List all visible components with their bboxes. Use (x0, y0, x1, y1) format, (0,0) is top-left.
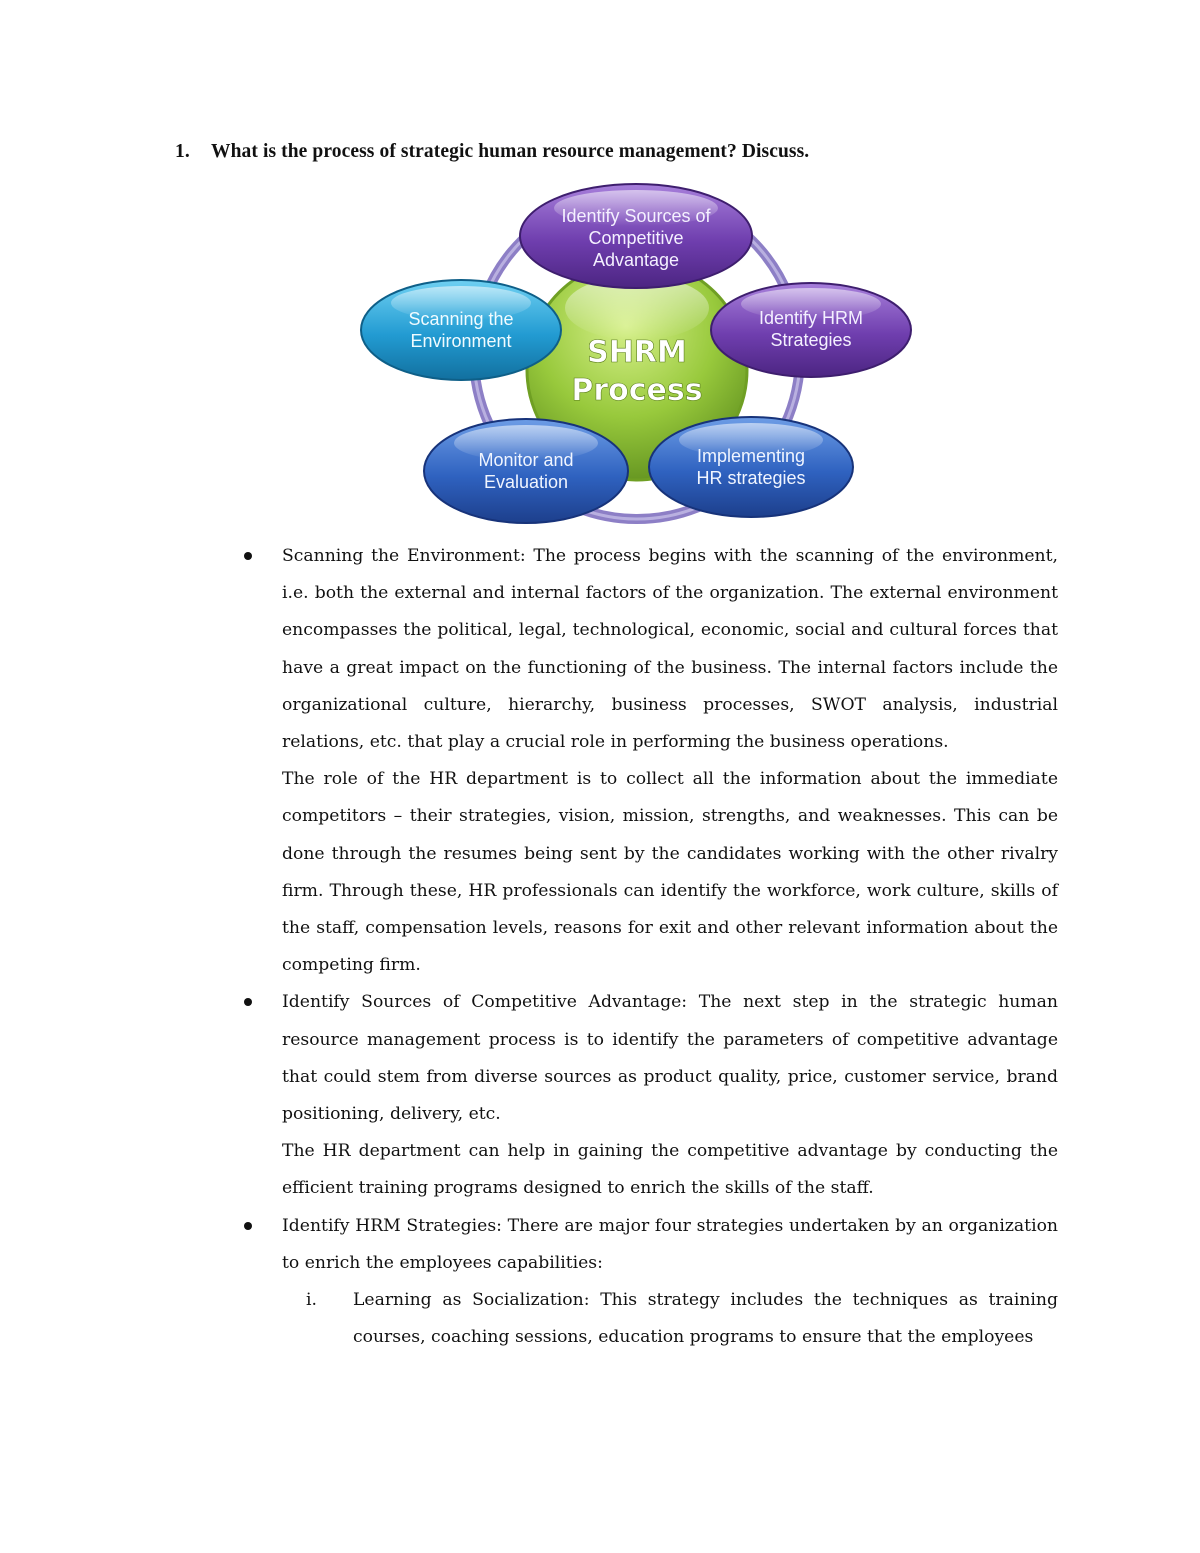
body-text (240, 538, 1058, 1356)
roman-list-item (240, 1282, 1058, 1356)
node-hrm-line1: Identify HRM (758, 308, 864, 328)
center-title-line2: Process (571, 373, 703, 408)
bullet-icon (244, 552, 252, 560)
node-implementing-line1: Implementing (696, 446, 806, 466)
node-hrm-line2: Strategies (770, 330, 852, 350)
node-monitor-evaluation (424, 419, 628, 523)
node-implementing-hr-strategies (649, 417, 853, 517)
node-scanning-line1: Scanning the (408, 309, 514, 329)
node-identify-sources (520, 184, 752, 288)
roman-numeral: i. (306, 1290, 317, 1311)
node-sources-line2: Competitive (588, 228, 684, 248)
node-scanning-line2: Environment (410, 331, 512, 351)
question-number: 1. (175, 141, 190, 162)
scanning-paragraph-2: The role of the HR department is to collect all the information about the immediate competitors – their strategies, vision, mission, strengths, and weaknesses. This can be done through the resumes being sent by the candidates working with the other rivalry firm. Through these, HR professionals can identify the workforce, work culture, skills of the staff, compensation levels, reasons for exit and other relevant information about the competing firm. (282, 769, 1058, 976)
roman-item-text: Learning as Socialization: This strategy includes the techniques as training courses, coaching sessions, education programs to ensure that the employees (353, 1290, 1058, 1348)
list-item (240, 984, 1058, 1133)
node-sources-line3: Advantage (592, 250, 680, 270)
hrm-paragraph: Identify HRM Strategies: There are major four strategies undertaken by an organization to enrich the employees capabilities: (282, 1215, 1058, 1273)
list-item (240, 1208, 1058, 1282)
node-scanning-environment (361, 280, 561, 380)
node-identify-hrm-strategies (711, 283, 911, 377)
bullet-icon (244, 1222, 252, 1230)
question-heading (175, 141, 809, 163)
sources-paragraph-2: The HR department can help in gaining the competitive advantage by conducting the efficient training programs designed to enrich the skills of the staff. (282, 1141, 1058, 1199)
scanning-paragraph: Scanning the Environment: The process begins with the scanning of the environment, i.e. both the external and internal factors of the organization. The external environment encompasses the political, legal, technological, economic, social and cultural forces that have a great impact on the functioning of the business. The internal factors include the organizational culture, hierarchy, business processes, SWOT analysis, industrial relations, etc. that play a crucial role in performing the business operations. (282, 546, 1058, 753)
list-item (240, 538, 1058, 761)
sources-paragraph: Identify Sources of Competitive Advantage: The next step in the strategic human resource management process is to identify the parameters of competitive advantage that could stem from diverse sources as product quality, price, customer service, brand positioning, delivery, etc. (282, 992, 1058, 1125)
question-text: What is the process of strategic human resource management? Discuss. (211, 141, 810, 162)
center-title-line1: SHRM (587, 335, 687, 370)
node-sources-line1: Identify Sources of (561, 206, 711, 226)
node-implementing-line2: HR strategies (696, 468, 806, 488)
shrm-process-diagram (355, 178, 920, 528)
bullet-icon (244, 998, 252, 1006)
node-monitor-line2: Evaluation (483, 472, 569, 492)
node-monitor-line1: Monitor and (478, 450, 574, 470)
